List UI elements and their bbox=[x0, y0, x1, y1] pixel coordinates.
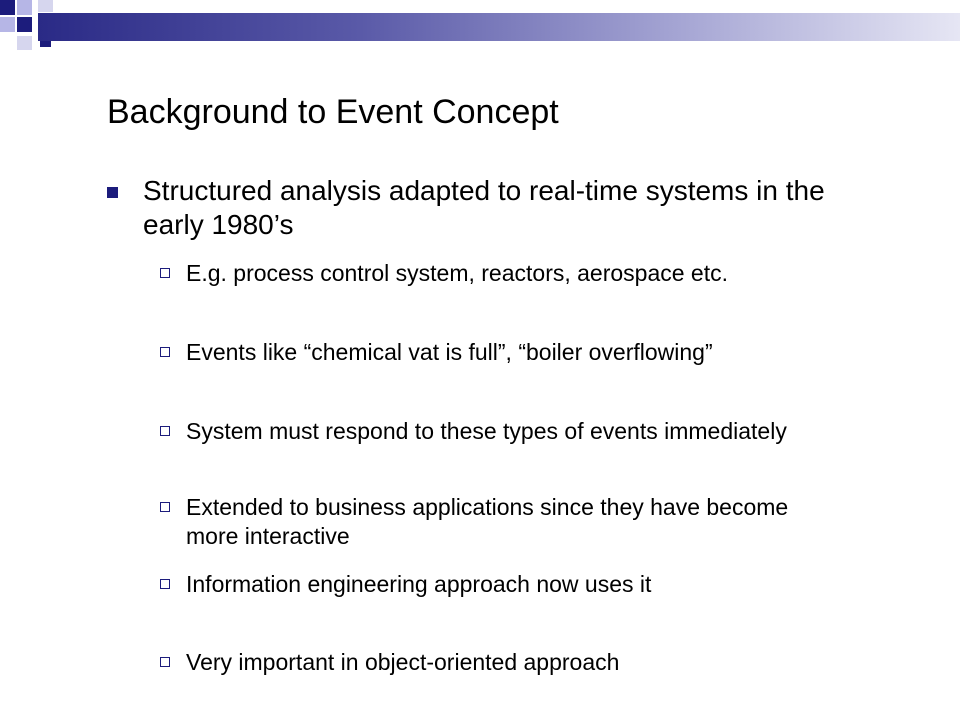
slide-title: Background to Event Concept bbox=[107, 93, 559, 131]
decor-square bbox=[17, 36, 32, 50]
decor-square bbox=[38, 0, 53, 12]
sub-bullet-text: System must respond to these types of events immediately bbox=[186, 418, 787, 444]
sub-bullet-text: Information engineering approach now uses it bbox=[186, 571, 652, 597]
decor-square bbox=[0, 0, 15, 15]
bullet-text: Structured analysis adapted to real-time systems in the early 1980’s bbox=[143, 175, 825, 240]
decor-square bbox=[0, 17, 15, 32]
header-gradient-bar bbox=[38, 13, 960, 41]
hollow-square-icon bbox=[160, 426, 170, 436]
decor-square bbox=[17, 0, 32, 15]
hollow-square-icon bbox=[160, 657, 170, 667]
hollow-square-icon bbox=[160, 347, 170, 357]
sub-bullet-text: Events like “chemical vat is full”, “boiler overflowing” bbox=[186, 339, 713, 365]
sub-bullet-text: Extended to business applications since they have become more interactive bbox=[186, 494, 789, 549]
decor-square bbox=[17, 17, 32, 32]
hollow-square-icon bbox=[160, 268, 170, 278]
sub-bullet-text: E.g. process control system, reactors, aerospace etc. bbox=[186, 260, 729, 286]
hollow-square-icon bbox=[160, 579, 170, 589]
sub-bullet-text: Very important in object-oriented approach bbox=[186, 649, 620, 675]
filled-square-icon bbox=[107, 187, 118, 198]
hollow-square-icon bbox=[160, 502, 170, 512]
